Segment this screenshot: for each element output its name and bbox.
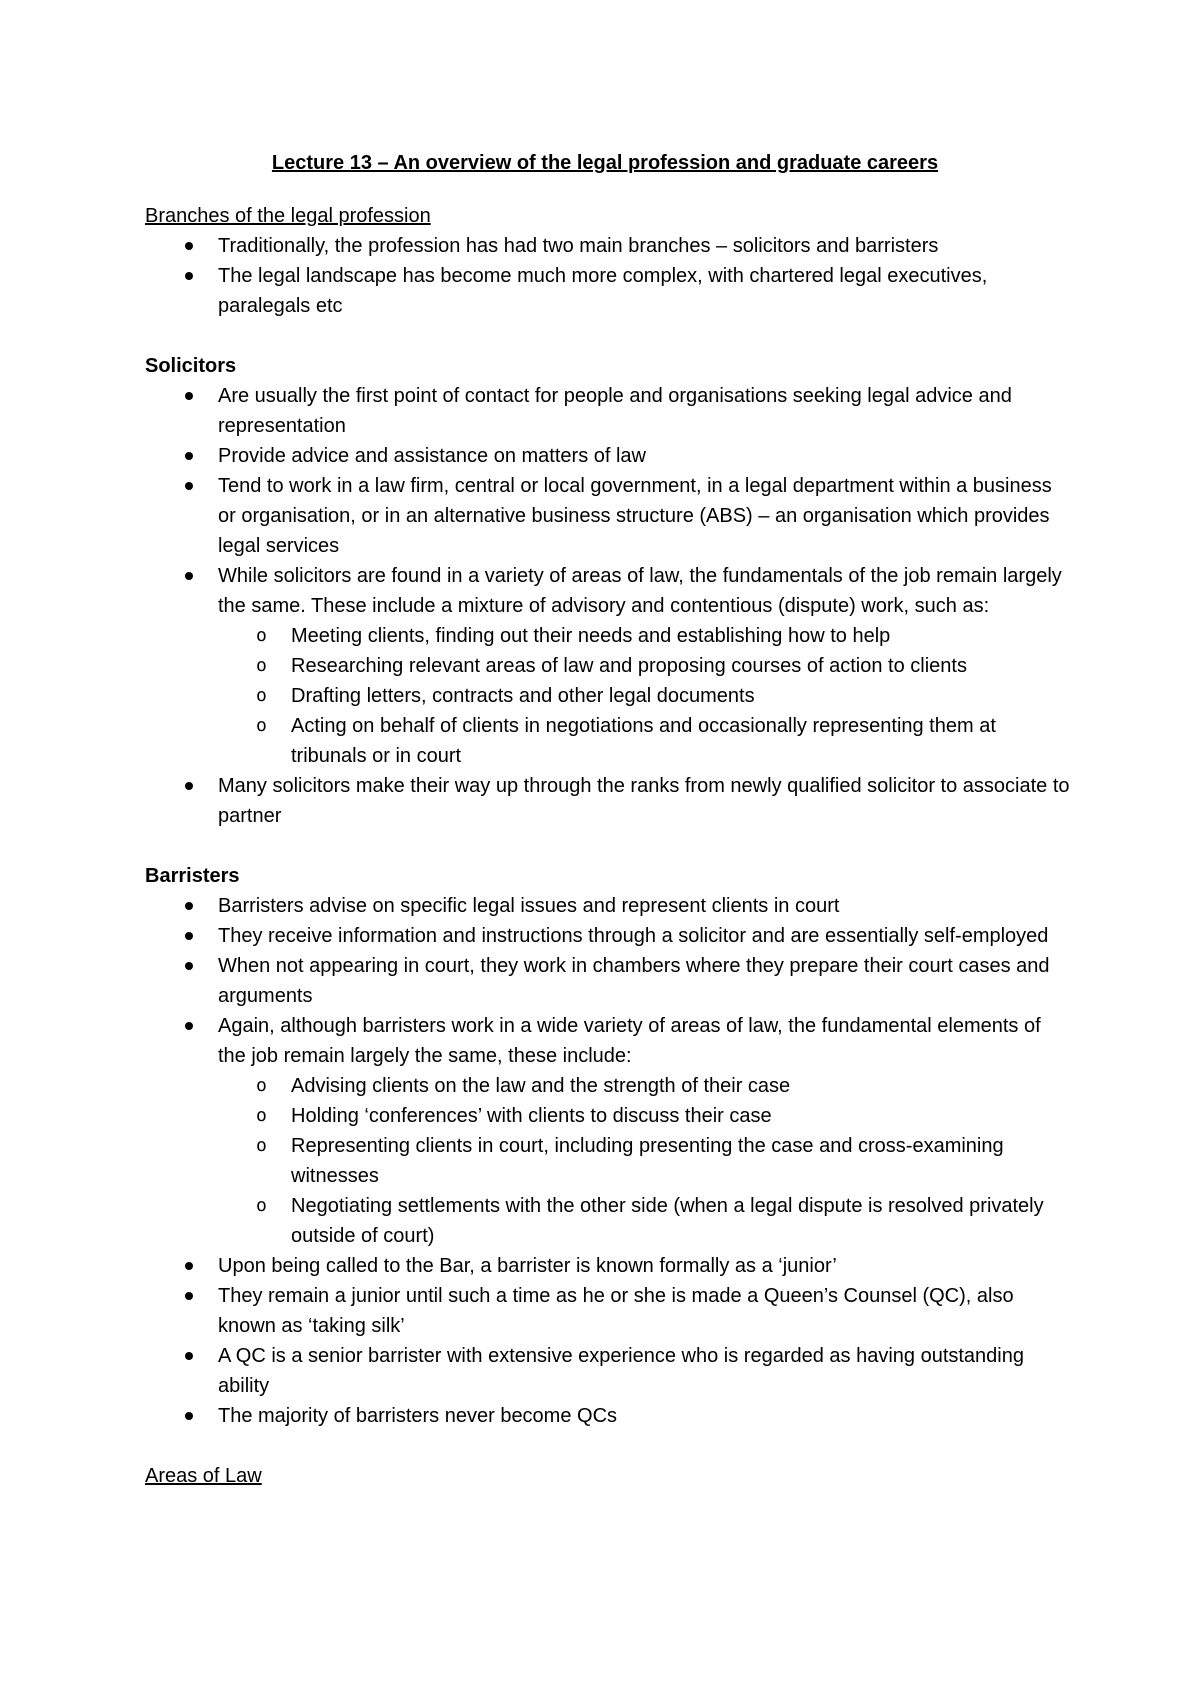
list-item: While solicitors are found in a variety of areas of law, the fundamentals of the job remain largely the same. These include a mixture of advisory and contentious (dispute) work, such as: o Meeting clients, finding out their needs and establishing how to help o Researching relevant areas of law and proposing courses of action to clients o Drafting letters, contracts and other legal documents o Acting on behalf of clients in negotiations and occasionally representing them at tribunals or in court (145, 561, 1070, 771)
list-item: Again, although barristers work in a wide variety of areas of law, the fundamental elements of the job remain largely the same, these include: o Advising clients on the law and the strength of their case o Holding ‘conferences’ with clients to discuss their case o Representing clients in court, including presenting the case and cross-examining witnesses o Negotiating settlements with the other side (when a legal dispute is resolved privately outside of court) (145, 1011, 1070, 1251)
branches-list (145, 231, 1070, 321)
sub-list-item: o Meeting clients, finding out their needs and establishing how to help (218, 621, 1070, 651)
list-item: When not appearing in court, they work in chambers where they prepare their court cases and arguments (145, 951, 1070, 1011)
sub-list-item: o Representing clients in court, including presenting the case and cross-examining witnesses (218, 1131, 1070, 1191)
solicitors-list (145, 381, 1070, 831)
list-item: The legal landscape has become much more complex, with chartered legal executives, paralegals etc (145, 261, 1070, 321)
sub-list-item: o Holding ‘conferences’ with clients to discuss their case (218, 1101, 1070, 1131)
list-item: Tend to work in a law firm, central or local government, in a legal department within a business or organisation, or in an alternative business structure (ABS) – an organisation which provides legal services (145, 471, 1070, 561)
list-item: Barristers advise on specific legal issues and represent clients in court (145, 891, 1070, 921)
list-item: Are usually the first point of contact for people and organisations seeking legal advice and representation (145, 381, 1070, 441)
list-item: The majority of barristers never become QCs (145, 1401, 1070, 1431)
list-item: Provide advice and assistance on matters of law (145, 441, 1070, 471)
section-heading-barristers: Barristers (145, 865, 240, 887)
section-heading-solicitors: Solicitors (145, 355, 237, 377)
section-heading-branches: Branches of the legal profession (145, 205, 431, 227)
list-item: Many solicitors make their way up through the ranks from newly qualified solicitor to associate to partner (145, 771, 1070, 831)
section-heading-areas: Areas of Law (145, 1465, 262, 1487)
list-item: A QC is a senior barrister with extensive experience who is regarded as having outstanding ability (145, 1341, 1070, 1401)
barristers-sub-list (218, 1071, 1070, 1251)
list-item: Traditionally, the profession has had two main branches – solicitors and barristers (145, 231, 1070, 261)
list-item: They receive information and instructions through a solicitor and are essentially self-employed (145, 921, 1070, 951)
sub-list-item: o Advising clients on the law and the strength of their case (218, 1071, 1070, 1101)
list-item: They remain a junior until such a time as he or she is made a Queen’s Counsel (QC), also known as ‘taking silk’ (145, 1281, 1070, 1341)
sub-list-item: o Negotiating settlements with the other side (when a legal dispute is resolved privately outside of court) (218, 1191, 1070, 1251)
list-item: Upon being called to the Bar, a barrister is known formally as a ‘junior’ (145, 1251, 1070, 1281)
sub-list-item: o Researching relevant areas of law and proposing courses of action to clients (218, 651, 1070, 681)
barristers-list (145, 891, 1070, 1431)
solicitors-sub-list (218, 621, 1070, 771)
sub-list-item: o Drafting letters, contracts and other legal documents (218, 681, 1070, 711)
sub-list-item: o Acting on behalf of clients in negotiations and occasionally representing them at tribunals or in court (218, 711, 1070, 771)
page-title: Lecture 13 – An overview of the legal profession and graduate careers (271, 152, 939, 174)
